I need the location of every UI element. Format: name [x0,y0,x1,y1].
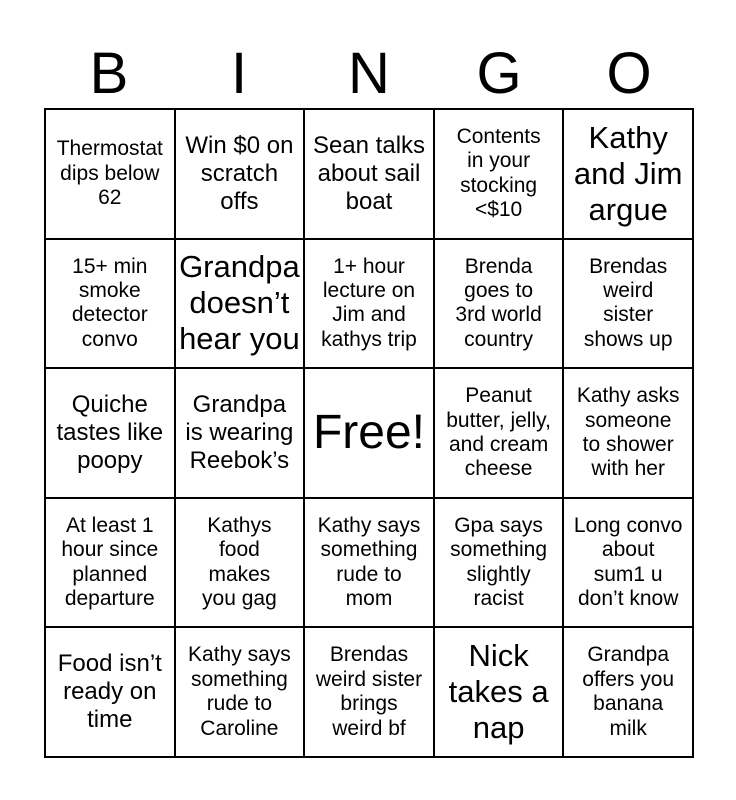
bingo-cell-text: Nick takes a nap [448,638,549,746]
bingo-cell[interactable] [45,368,175,498]
bingo-cell[interactable] [563,627,693,757]
bingo-cell[interactable] [563,109,693,239]
bingo-cell-text: Kathy asks someone to shower with her [576,384,680,481]
header-letter-g: G [476,41,522,106]
bingo-cell[interactable] [434,627,564,757]
bingo-cell[interactable] [304,239,434,369]
bingo-board [44,108,694,758]
bingo-cell-text: Win $0 on scratch offs [185,132,294,215]
bingo-cell-text: Peanut butter, jelly, and cream cheese [446,384,551,481]
bingo-cell[interactable] [175,627,305,757]
bingo-cell-text: Thermostat dips below 62 [56,137,163,209]
bingo-cell-text: Food isn’t ready on time [57,650,162,734]
bingo-cell-text: Brenda goes to 3rd world country [455,254,542,351]
bingo-cell[interactable] [175,109,305,239]
bingo-cell[interactable] [175,498,305,628]
bingo-cell-text: 1+ hour lecture on Jim and kathys trip [321,254,417,351]
bingo-cell[interactable] [175,368,305,498]
bingo-cell[interactable] [434,239,564,369]
bingo-cell-text: Grandpa is wearing Reebok’s [185,391,294,474]
bingo-header [44,40,694,108]
header-letter-n: N [348,41,390,106]
header-letter-o: O [606,41,652,106]
bingo-cell[interactable] [45,109,175,239]
bingo-cell-text: Free! [312,406,425,460]
bingo-cell-text: At least 1 hour since planned departure [61,513,159,610]
bingo-cell-text: Sean talks about sail boat [312,132,426,215]
bingo-cell-text: Kathys food makes you gag [202,513,277,610]
bingo-cell[interactable] [45,627,175,757]
bingo-cell[interactable] [563,368,693,498]
free-space-cell[interactable] [304,368,434,498]
bingo-cell[interactable] [434,109,564,239]
bingo-cell[interactable] [45,239,175,369]
bingo-cell-text: 15+ min smoke detector convo [71,254,148,351]
bingo-cell[interactable] [45,498,175,628]
bingo-cell-text: Long convo about sum1 u don’t know [573,513,683,610]
bingo-cell[interactable] [175,239,305,369]
bingo-cell-text: Grandpa doesn’t hear you [179,249,300,357]
bingo-cell-text: Contents in your stocking <$10 [456,125,541,222]
bingo-cell[interactable] [434,498,564,628]
bingo-cell-text: Brendas weird sister brings weird bf [315,643,423,740]
bingo-cell-text: Grandpa offers you banana milk [582,643,675,740]
bingo-cell-text: Kathy says something rude to mom [317,513,421,610]
bingo-cell[interactable] [304,498,434,628]
bingo-cell-text: Kathy says something rude to Caroline [188,643,291,740]
bingo-cell[interactable] [304,109,434,239]
bingo-cell[interactable] [563,239,693,369]
bingo-cell-text: Brendas weird sister shows up [583,254,673,351]
bingo-cell[interactable] [434,368,564,498]
header-letter-b: B [89,41,129,106]
bingo-cell-text: Gpa says something slightly racist [450,513,548,610]
header-letter-i: I [230,41,248,106]
bingo-cell-text: Kathy and Jim argue [573,119,683,227]
bingo-cell-text: Quiche tastes like poopy [56,391,164,474]
bingo-cell[interactable] [304,627,434,757]
bingo-cell[interactable] [563,498,693,628]
